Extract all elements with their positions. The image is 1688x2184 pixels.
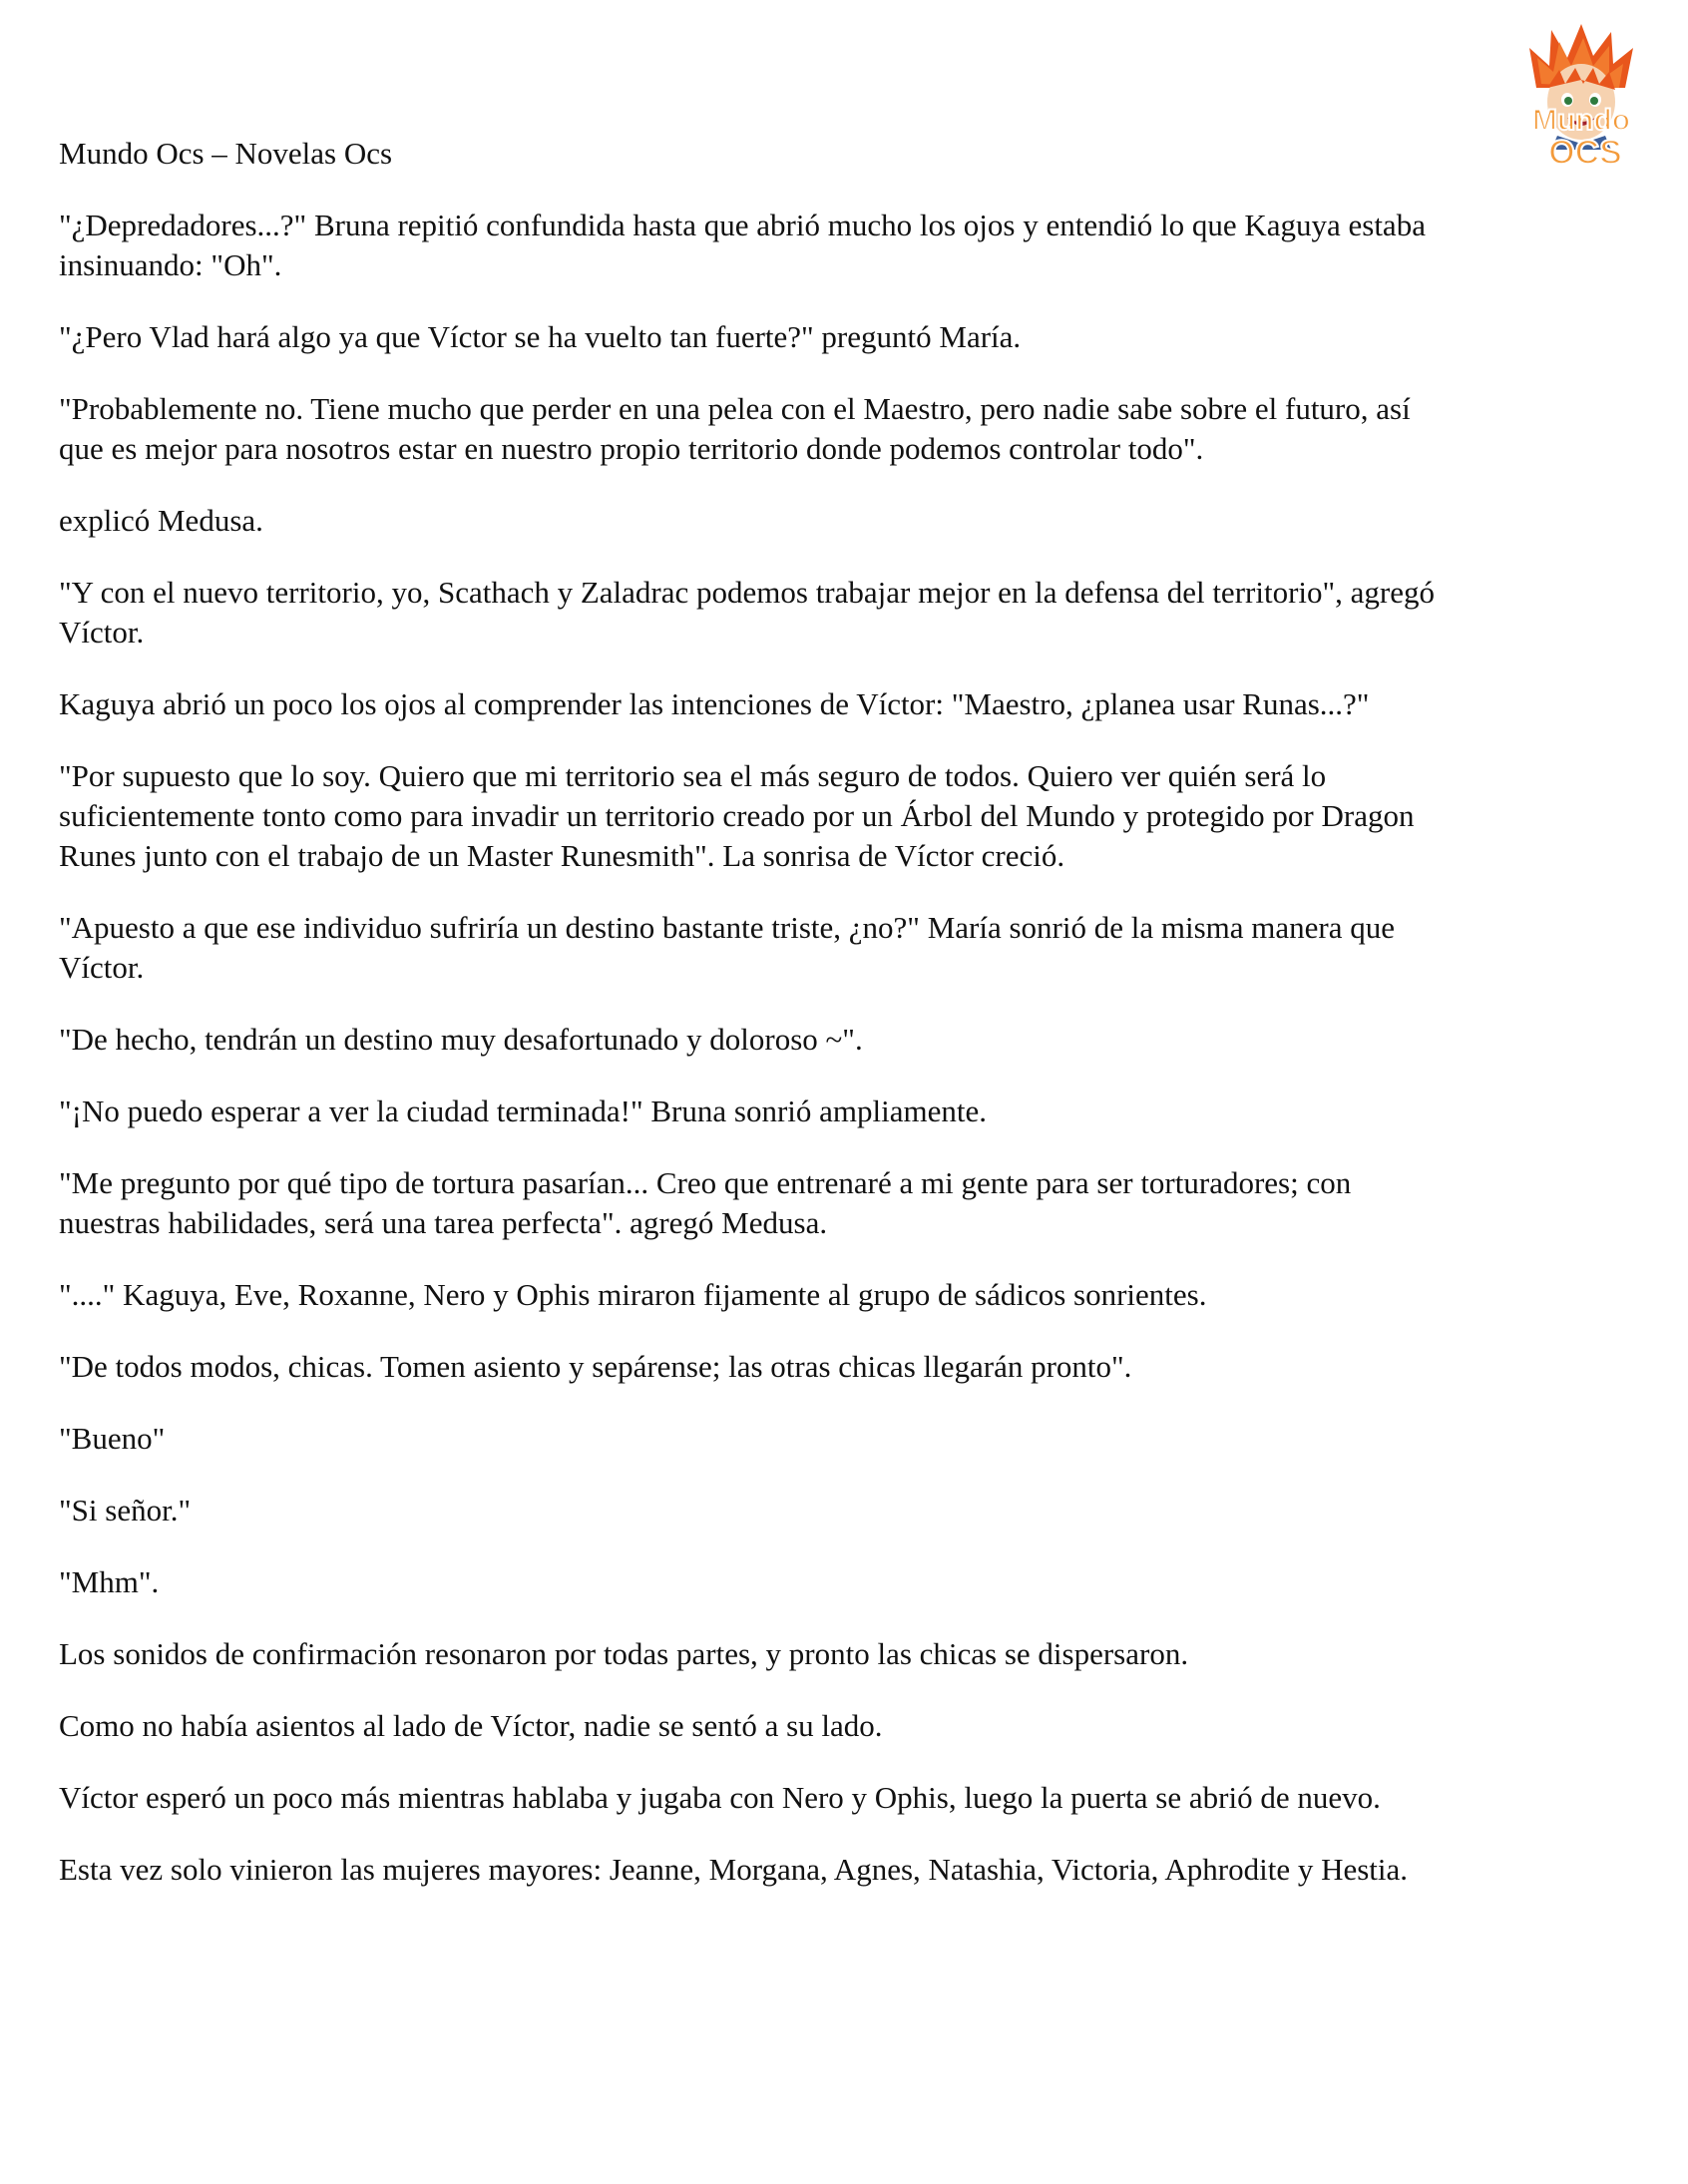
paragraph: "...." Kaguya, Eve, Roxanne, Nero y Ophis miraron fijamente al grupo de sádicos sonrientes. xyxy=(59,1277,1207,1312)
paragraph: Como no había asientos al lado de Víctor, nadie se sentó a su lado. xyxy=(59,1708,883,1743)
paragraph: "De hecho, tendrán un destino muy desafortunado y doloroso ~". xyxy=(59,1022,863,1057)
paragraph: "¿Depredadores...?" Bruna repitió confundida hasta que abrió mucho los ojos y entendió lo que Kaguya estaba insinuando: "Oh". xyxy=(59,208,1426,282)
paragraph: Esta vez solo vinieron las mujeres mayores: Jeanne, Morgana, Agnes, Natashia, Victoria, Aphrodite y Hestia. xyxy=(59,1852,1409,1887)
mundo-ocs-logo xyxy=(1501,18,1661,178)
logo-text-mundo: Mundo xyxy=(1531,104,1631,137)
logo-text-ocs: OCS xyxy=(1548,134,1622,172)
document-body xyxy=(59,206,1635,1922)
paragraph: Kaguya abrió un poco los ojos al comprender las intenciones de Víctor: "Maestro, ¿planea usar Runas...?" xyxy=(59,686,1370,721)
paragraph: "Si señor." xyxy=(59,1493,192,1528)
paragraph: "¡No puedo esperar a ver la ciudad terminada!" Bruna sonrió ampliamente. xyxy=(59,1093,987,1128)
paragraph: "Y con el nuevo territorio, yo, Scathach y Zaladrac podemos trabajar mejor en la defensa del territorio", agregó Víctor. xyxy=(59,575,1436,650)
paragraph: Los sonidos de confirmación resonaron por todas partes, y pronto las chicas se dispersaron. xyxy=(59,1636,1189,1671)
paragraph: "¿Pero Vlad hará algo ya que Víctor se ha vuelto tan fuerte?" preguntó María. xyxy=(59,319,1022,354)
paragraph: "Probablemente no. Tiene mucho que perder en una pelea con el Maestro, pero nadie sabe sobre el futuro, así que es mejor para nosotros estar en nuestro propio territorio donde podemos controlar todo". xyxy=(59,391,1411,466)
paragraph: "Apuesto a que ese individuo sufriría un destino bastante triste, ¿no?" María sonrió de la misma manera que Víctor. xyxy=(59,910,1395,985)
paragraph: "Por supuesto que lo soy. Quiero que mi territorio sea el más seguro de todos. Quiero ver quién será lo suficientemente tonto como para invadir un territorio creado por un Árbol del Mundo y protegido por Dragon Runes junto con el trabajo de un Master Runesmith". La sonrisa de Víctor creció. xyxy=(59,758,1415,873)
paragraph: Víctor esperó un poco más mientras hablaba y jugaba con Nero y Ophis, luego la puerta se abrió de nuevo. xyxy=(59,1780,1381,1815)
paragraph: "De todos modos, chicas. Tomen asiento y sepárense; las otras chicas llegarán pronto". xyxy=(59,1349,1132,1384)
site-title: Mundo Ocs – Novelas Ocs xyxy=(59,136,393,171)
paragraph: explicó Medusa. xyxy=(59,503,263,538)
paragraph: "Me pregunto por qué tipo de tortura pasarían... Creo que entrenaré a mi gente para ser torturadores; con nuestras habilidades, será una tarea perfecta". agregó Medusa. xyxy=(59,1165,1352,1240)
paragraph: "Bueno" xyxy=(59,1421,166,1456)
paragraph: "Mhm". xyxy=(59,1564,160,1599)
